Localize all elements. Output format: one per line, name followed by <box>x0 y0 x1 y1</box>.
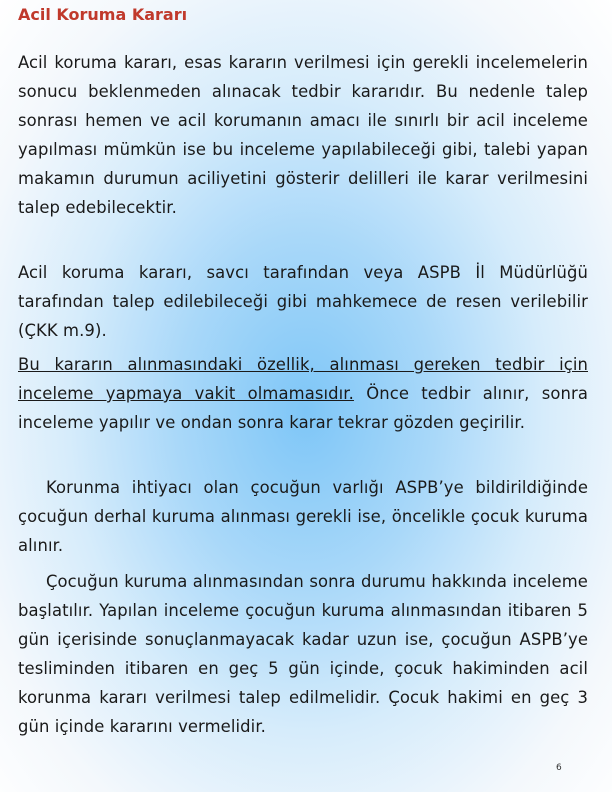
paragraph-procedure: Çocuğun kuruma alınmasından sonra durumu hakkında inceleme başlatılır. Yapılan inceleme çocuğun kuruma alınmasından itibaren 5 gün içerisinde sonuçlanmayacak kadar uzun ise, çocuğun ASPB’ye tesliminden itibaren en geç 5 gün içinde, çocuk hakiminden acil korunma kararı verilmesi talep edilmelidir. Çocuk hakimi en geç 3 gün içinde kararını vermelidir. <box>18 572 588 736</box>
underlined-key-sentence: Bu kararın alınmasındaki özellik, alınması gereken tedbir için inceleme yapmaya vakit olmamasıdır. <box>18 355 588 403</box>
page-number: 6 <box>556 763 562 773</box>
paragraph-who-requests: Acil koruma kararı, savcı tarafından veya ASPB İl Müdürlüğü tarafından talep edilebileceği gibi mahkemece de resen verilebilir (ÇKK m.9). <box>18 263 588 340</box>
paragraph-feature-rest: Önce tedbir alınır, sonra inceleme yapılır ve ondan sonra karar tekrar gözden geçirilir. <box>18 384 589 432</box>
paragraph-feature <box>18 350 588 437</box>
paragraph-aspb-notification: Korunma ihtiyacı olan çocuğun varlığı ASPB’ye bildirildiğinde çocuğun derhal kuruma alınması gerekli ise, öncelikle çocuk kuruma alınır. <box>18 478 588 555</box>
page-title: Acil Koruma Kararı <box>18 5 188 24</box>
paragraph-definition: Acil koruma kararı, esas kararın verilmesi için gerekli incelemelerin sonucu beklenmeden alınacak tedbir kararıdır. Bu nedenle talep sonrası hemen ve acil korumanın amacı ile sınırlı bir acil inceleme yapılması mümkün ise bu inceleme yapılabileceği gibi, talebi yapan makamın durumun aciliyetini gösterir delilleri ile karar verilmesini talep edebilecektir. <box>18 53 588 217</box>
